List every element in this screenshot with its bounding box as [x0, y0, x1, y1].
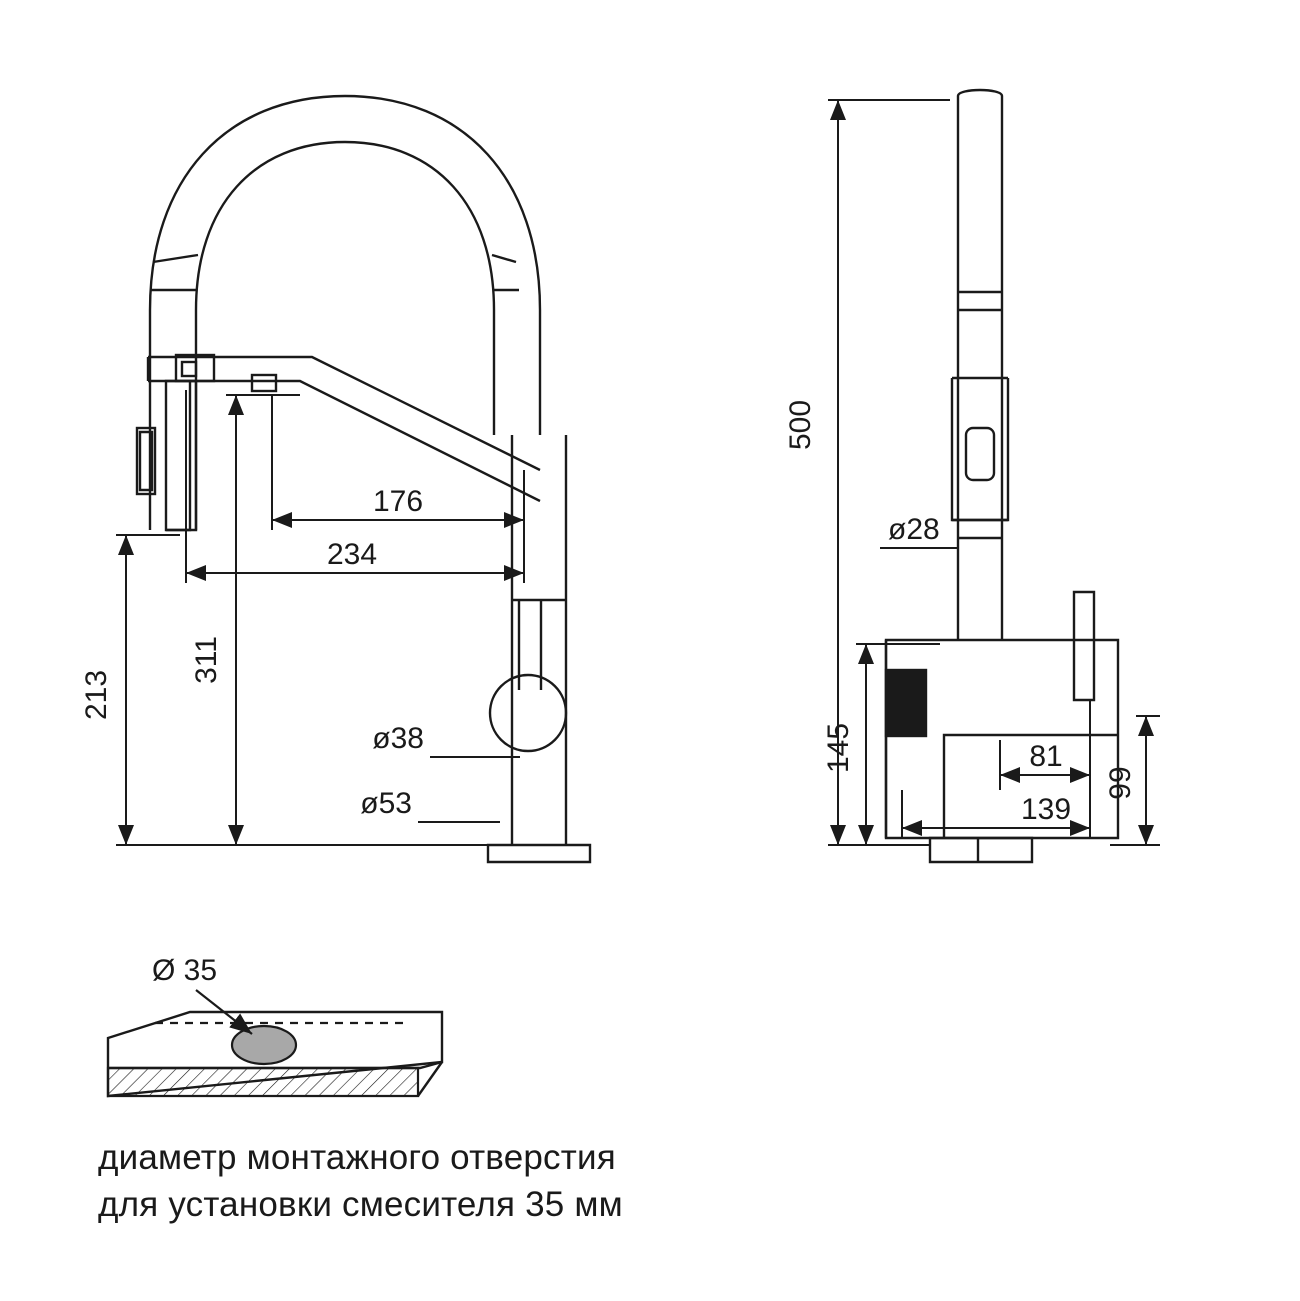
dim-500: 500	[784, 399, 817, 451]
dim-99: 99	[1104, 766, 1137, 800]
dim-d28: ø28	[888, 513, 940, 546]
dim-81: 81	[1029, 740, 1063, 773]
front-view-geometry	[137, 96, 590, 862]
countertop-view-geometry	[108, 990, 442, 1096]
dim-d53: ø53	[360, 787, 412, 820]
dim-176: 176	[372, 485, 424, 518]
dim-311: 311	[190, 636, 223, 684]
caption-line-2: для установки смесителя 35 мм	[98, 1184, 623, 1224]
side-view-geometry	[886, 90, 1118, 862]
countertop-hole-label: Ø 35	[152, 954, 218, 987]
side-view-dimension-labels	[784, 400, 1137, 826]
front-view-dimension-lines	[116, 390, 524, 845]
caption-line-1: диаметр монтажного отверстия	[98, 1138, 616, 1177]
dim-213: 213	[80, 669, 113, 721]
dim-234: 234	[326, 538, 378, 571]
mounting-hole-caption	[98, 1135, 958, 1228]
dim-d38: ø38	[372, 722, 424, 755]
dim-145: 145	[822, 722, 855, 774]
dim-139: 139	[1020, 793, 1072, 826]
